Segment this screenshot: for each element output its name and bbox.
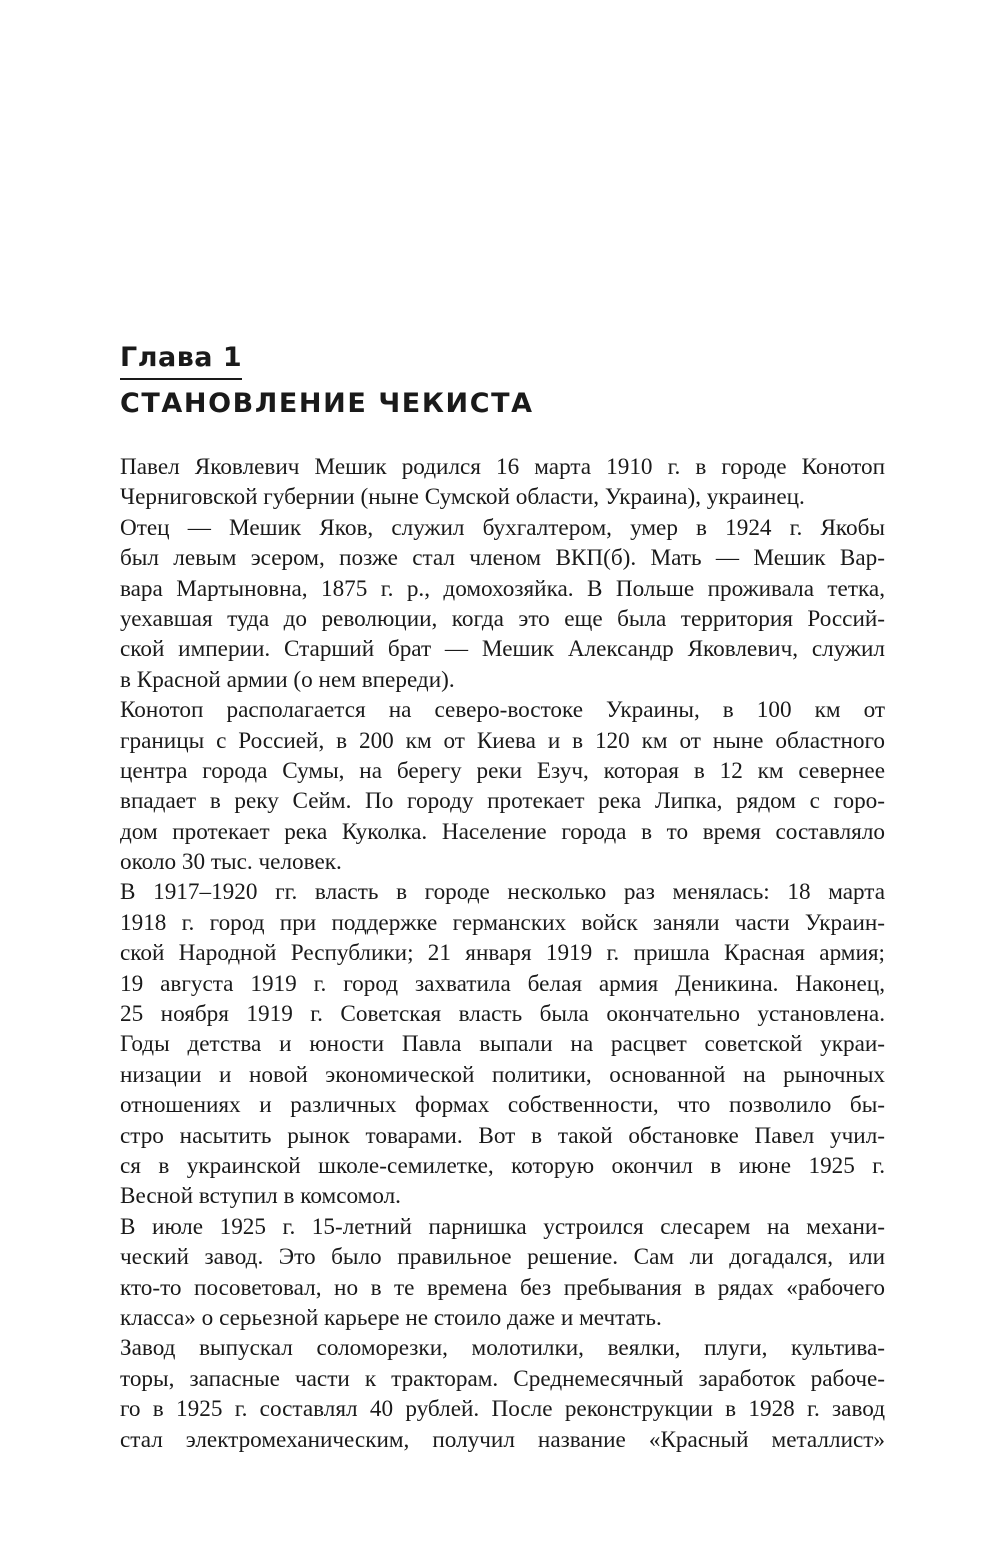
text-line: отношениях и различных формах собственности, что позволило бы- bbox=[120, 1092, 885, 1119]
text-line: ческий завод. Это было правильное решение. Сам ли догадался, или bbox=[120, 1244, 885, 1271]
paragraph bbox=[120, 452, 885, 513]
paragraph bbox=[120, 1029, 885, 1211]
text-line: Конотоп располагается на северо-востоке Украины, в 100 км от bbox=[120, 697, 885, 724]
text-line: ской империи. Старший брат — Мешик Александр Яковлевич, служил bbox=[120, 636, 885, 663]
text-line: го в 1925 г. составлял 40 рублей. После реконструкции в 1928 г. завод bbox=[120, 1396, 885, 1423]
text-line: в Красной армии (о нем впереди). bbox=[120, 666, 455, 693]
text-line: стал электромеханическим, получил название «Красный металлист» bbox=[120, 1426, 885, 1453]
text-line: Весной вступил в комсомол. bbox=[120, 1183, 401, 1210]
text-line: границы с Россией, в 200 км от Киева и в 120 км от ныне областного bbox=[120, 727, 885, 754]
text-line: 25 ноября 1919 г. Советская власть была окончательно установлена. bbox=[120, 1001, 885, 1028]
text-line: низации и новой экономической политики, основанной на рыночных bbox=[120, 1061, 885, 1088]
text-line: ской Народной Республики; 21 января 1919 г. пришла Красная армия; bbox=[120, 940, 885, 967]
text-line: Завод выпускал соломорезки, молотилки, веялки, плуги, культива- bbox=[120, 1335, 885, 1362]
paragraph bbox=[120, 695, 885, 877]
body-text bbox=[120, 452, 885, 1455]
text-line: Павел Яковлевич Мешик родился 16 марта 1910 г. в городе Конотоп bbox=[120, 454, 885, 480]
paragraph bbox=[120, 1212, 885, 1334]
paragraph bbox=[120, 513, 885, 695]
text-line: класса» о серьезной карьере не стоило даже и мечтать. bbox=[120, 1304, 662, 1331]
paragraph bbox=[120, 877, 885, 1029]
text-line: 1918 г. город при поддержке германских войск заняли части Украин- bbox=[120, 909, 885, 936]
text-line: Отец — Мешик Яков, служил бухгалтером, умер в 1924 г. Якобы bbox=[120, 514, 885, 541]
text-line: Черниговской губернии (ныне Сумской области, Украина), украинец. bbox=[120, 484, 805, 511]
text-line: стро насытить рынок товарами. Вот в такой обстановке Павел учил- bbox=[120, 1122, 885, 1149]
text-line: около 30 тыс. человек. bbox=[120, 849, 342, 876]
text-line: был левым эсером, позже стал членом ВКП(б). Мать — Мешик Вар- bbox=[120, 545, 885, 572]
text-line: ся в украинской школе-семилетке, которую окончил в июне 1925 г. bbox=[120, 1152, 885, 1179]
text-line: Годы детства и юности Павла выпали на расцвет советской украи- bbox=[120, 1031, 885, 1058]
chapter-title: СТАНОВЛЕНИЕ ЧЕКИСТА bbox=[120, 388, 534, 419]
text-line: впадает в реку Сейм. По городу протекает река Липка, рядом с горо- bbox=[120, 788, 885, 815]
text-line: В 1917–1920 гг. власть в городе несколько раз менялась: 18 марта bbox=[120, 879, 885, 906]
text-line: кто-то посоветовал, но в те времена без пребывания в рядах «рабочего bbox=[120, 1274, 885, 1301]
text-line: 19 августа 1919 г. город захватила белая армия Деникина. Наконец, bbox=[120, 970, 885, 997]
text-line: центра города Сумы, на берегу реки Езуч, которая в 12 км севернее bbox=[120, 757, 885, 784]
paragraph bbox=[120, 1333, 885, 1455]
text-line: уехавшая туда до революции, когда это еще была территория Россий- bbox=[120, 605, 885, 632]
text-line: вара Мартыновна, 1875 г. р., домохозяйка. В Польше проживала тетка, bbox=[120, 575, 885, 602]
text-line: В июле 1925 г. 15-летний парнишка устроился слесарем на механи- bbox=[120, 1213, 885, 1240]
text-line: дом протекает река Куколка. Население города в то время составляло bbox=[120, 818, 885, 845]
chapter-label: Глава 1 bbox=[120, 338, 242, 380]
text-line: торы, запасные части к тракторам. Среднемесячный заработок рабоче- bbox=[120, 1365, 885, 1392]
